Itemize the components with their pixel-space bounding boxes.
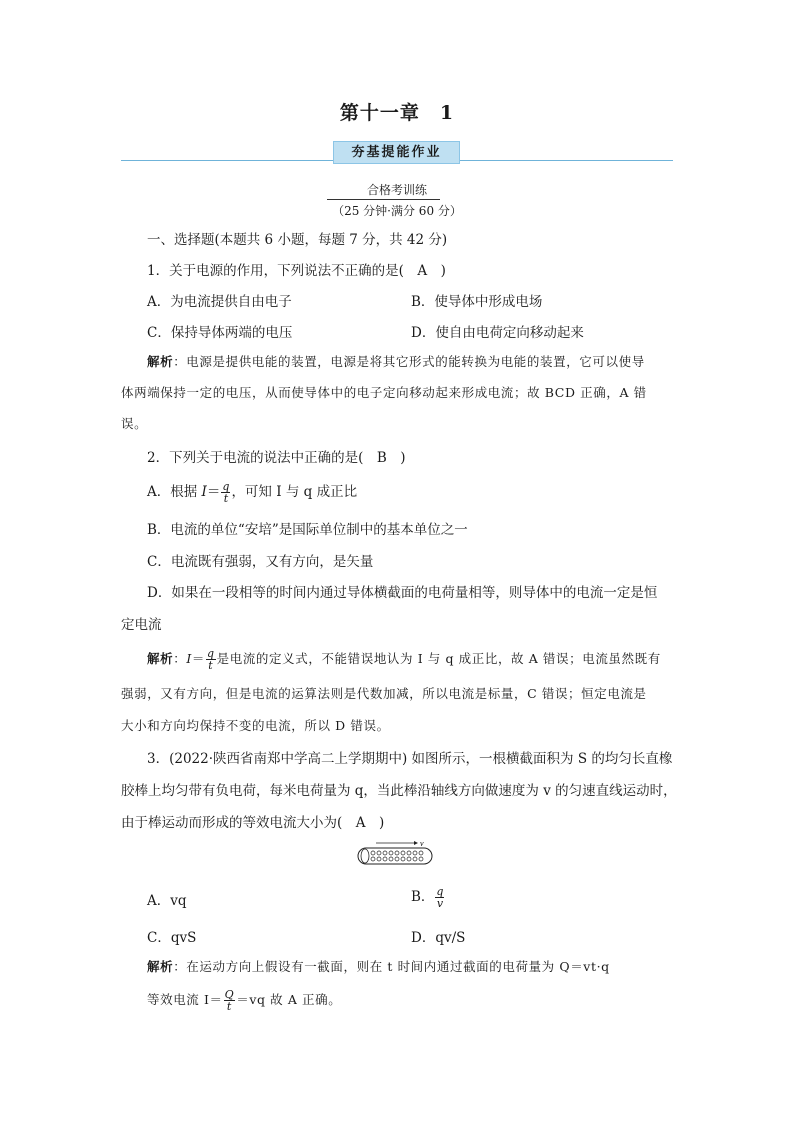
q2-option-a: [147, 478, 357, 506]
q3-option-b: [411, 882, 445, 912]
q2-analysis-line-3: 大小和方向均保持不变的电流，所以 D 错误。: [121, 718, 390, 733]
q2-option-b: B．电流的单位“安培”是国际单位制中的基本单位之一: [147, 522, 468, 538]
frac-den: t: [208, 659, 214, 672]
frac-num: q: [222, 480, 230, 493]
frac-num: q: [436, 885, 444, 898]
option-prefix: B．: [411, 889, 435, 905]
analysis-label: 解析: [147, 354, 174, 369]
q2-option-d-line-1: D．如果在一段相等的时间内通过导体横截面的电荷量相等，则导体中的电流一定是恒: [147, 585, 658, 601]
frac-den: t: [226, 1000, 232, 1013]
fraction-q-over-t: [206, 648, 216, 671]
velocity-label: v: [420, 839, 424, 848]
analysis-colon: ：: [173, 651, 187, 666]
q3-stem-line-3: 由于棒运动而形成的等效电流大小为( A ): [121, 815, 385, 831]
analysis-text: ：电源是提供电能的装置，电源是将其它形式的能转换为电能的装置，它可以使导: [173, 354, 645, 369]
option-prefix: A．根据: [147, 484, 202, 500]
arrow-head: [414, 841, 418, 845]
fraction-q-over-v: [435, 886, 444, 909]
analysis-prefix: 等效电流 I＝: [147, 992, 223, 1007]
q1-stem: 1．关于电源的作用，下列说法不正确的是( A ): [147, 263, 446, 279]
page-title: 第十一章 1: [339, 102, 455, 124]
analysis-suffix: ＝vq 故 A 正确。: [236, 992, 342, 1007]
fraction-Q-over-t: [224, 989, 236, 1012]
section-banner: 夯基提能作业: [333, 141, 460, 164]
q2-stem: 2．下列关于电流的说法中正确的是( B ): [147, 450, 406, 466]
q2-analysis-line-2: 强弱，又有方向，但是电流的运算法则是代数加减，所以电流是标量，C 错误；恒定电流是: [121, 686, 647, 701]
frac-num: q: [206, 647, 215, 660]
frac-den: v: [436, 897, 444, 910]
q3-option-d: D．qv/S: [411, 930, 466, 946]
frac-num: Q: [224, 988, 235, 1001]
q1-option-c: C．保持导体两端的电压: [147, 325, 293, 341]
q1-analysis-line-3: 误。: [121, 416, 148, 431]
q1-analysis-line-2: 体两端保持一定的电压，从而使导体中的电子定向移动起来形成电流；故 BCD 正确，A 错: [121, 385, 647, 400]
q3-analysis-line-1: [147, 957, 610, 975]
q1-option-a: A．为电流提供自由电子: [147, 294, 292, 310]
charged-rod-figure: [356, 838, 436, 868]
equals: ＝: [206, 484, 221, 500]
part-heading: 一、选择题(本题共 6 小题，每题 7 分，共 42 分): [147, 232, 448, 248]
q2-option-c: C．电流既有强弱，又有方向，是矢量: [147, 554, 374, 570]
q3-analysis-line-2: [147, 985, 341, 1015]
q3-option-c: C．qvS: [147, 930, 197, 946]
section-underline: [327, 199, 440, 200]
analysis-text: ：在运动方向上假设有一截面，则在 t 时间内通过截面的电荷量为 Q＝vt·q: [173, 959, 610, 974]
analysis-label: 解析: [147, 651, 174, 666]
var-i: I: [186, 651, 192, 666]
equals: ＝: [191, 651, 205, 666]
q3-option-a: A．vq: [147, 893, 187, 909]
q1-option-d: D．使自由电荷定向移动起来: [411, 325, 584, 341]
frac-den: t: [223, 492, 229, 505]
analysis-text: 是电流的定义式，不能错误地认为 I 与 q 成正比，故 A 错误；电流虽然既有: [216, 651, 661, 666]
q2-option-d-line-2: 定电流: [121, 617, 162, 633]
analysis-label: 解析: [147, 959, 174, 974]
q3-stem-line-1: 3．(2022·陕西省南郑中学高二上学期期中) 如图所示，一根横截面积为 S 的均匀长直橡: [147, 751, 673, 767]
var-i: I: [201, 484, 207, 500]
section-title: 合格考训练: [366, 183, 427, 197]
q1-analysis-line-1: [147, 352, 645, 370]
q3-stem-line-2: 胶棒上均匀带有负电荷，每米电荷量为 q，当此棒沿轴线方向做速度为 v 的匀速直线运动时，: [121, 783, 677, 799]
q1-option-b: B．使导体中形成电场: [411, 294, 543, 310]
q2-analysis-line-1: [147, 645, 661, 673]
time-note: （25 分钟·满分 60 分）: [332, 204, 462, 218]
option-suffix: ，可知 I 与 q 成正比: [231, 484, 358, 500]
fraction-q-over-t: [221, 481, 230, 504]
